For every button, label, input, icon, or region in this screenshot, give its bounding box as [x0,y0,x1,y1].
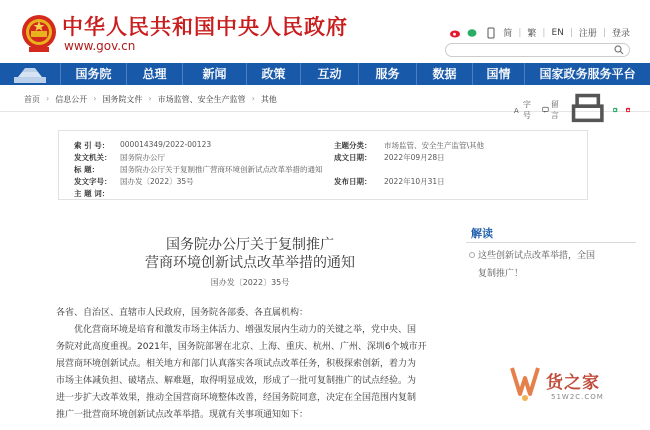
print-icon[interactable] [570,92,605,127]
meta-value: 国办发〔2022〕35号 [120,177,194,186]
article-title [40,236,460,272]
meta-value: 2022年10月31日 [384,177,445,186]
site-url[interactable]: www.gov.cn [64,39,136,53]
meta-row [62,152,592,162]
separator: | [542,27,546,38]
article-paragraph-line: 市场主体减负担、破堵点、解难题，取得明显成效，形成了一批可复制推广的试点经验。为 [56,376,417,386]
divider [466,242,636,243]
article-title-line2: 营商环境创新试点改革举措的通知 [145,255,355,271]
meta-row [62,140,592,150]
interpretation-text-line1: 这些创新试点改革举措，全国 [478,251,596,261]
wechat-icon[interactable] [467,27,479,39]
meta-value: 国务院办公厅 [120,153,165,162]
nav-tiananmen-logo [0,63,60,85]
nav-policy[interactable]: 政策 [246,63,300,85]
breadcrumb-bar [0,85,650,120]
interpretation-heading: 解读 [471,227,493,240]
nav-service-platform[interactable]: 国家政务服务平台 [524,63,650,85]
chevron-right-icon: › [148,94,152,103]
font-size-label: 字号 [522,99,531,120]
chevron-right-icon: › [46,94,50,103]
breadcrumb [24,94,277,105]
article-paragraph-line: 展营商环境创新试点。相关地方和部门认真落实各项试点改革任务，积极探索创新，着力为 [56,359,417,369]
nav-interaction[interactable]: 互动 [300,63,358,85]
article-paragraph-line: 优化营商环境是培育和激发市场主体活力、增强发展内生动力的关键之举，党中央、国 [74,325,417,335]
search-input[interactable] [452,51,612,63]
chevron-right-icon: › [251,94,255,103]
interpretation-panel [466,225,636,285]
article-salutation: 各省、自治区、直辖市人民政府，国务院各部委、各直属机构： [56,308,309,318]
meta-label: 成文日期： [334,153,372,162]
article-title-line1: 国务院办公厅关于复制推广 [166,237,334,253]
nav-premier[interactable]: 总理 [126,63,182,85]
nav-services[interactable]: 服务 [358,63,416,85]
lang-traditional-link[interactable]: 繁 [527,29,537,39]
search-box [445,43,630,57]
main-nav [0,63,650,85]
nav-state-council[interactable]: 国务院 [60,63,126,85]
meta-label: 发文字号： [74,177,112,186]
chevron-right-icon: › [93,94,97,103]
article-paragraph-line: 推广一批营商环境创新试点改革举措。现就有关事项通知如下： [56,410,309,420]
wechat-share-icon[interactable] [613,103,617,117]
article-paragraph-line: 务院对此高度重视。2021年，国务院部署在北京、上海、重庆、杭州、广州、深圳6个城市开 [56,342,427,352]
breadcrumb-docs[interactable]: 国务院文件 [102,95,143,104]
meta-label: 索 引 号： [74,141,110,150]
national-emblem-icon[interactable] [20,12,58,54]
tiananmen-icon [0,63,60,85]
watermark [508,362,648,417]
breadcrumb-other[interactable]: 其他 [260,95,277,104]
font-size-icon [514,105,521,115]
nav-national-info[interactable]: 国情 [472,63,524,85]
watermark-brand: 货之家 [546,373,600,393]
comment-button[interactable] [542,99,562,121]
nav-data[interactable]: 数据 [416,63,472,85]
bullet-icon [469,252,475,258]
article-paragraph-line: 进一步扩大改革效果，推动全国营商环境整体改善，经国务院同意，决定在全国范围内复制 [56,393,417,403]
search-icon[interactable] [614,45,624,55]
comment-icon [542,105,549,115]
interpretation-text-line2: 复制推广！ [478,269,524,279]
header-links [449,26,630,39]
breadcrumb-category[interactable]: 市场监管、安全生产监管 [157,95,246,104]
weibo-icon[interactable] [449,27,461,39]
meta-value: 国务院办公厅关于复制推广营商环境创新试点改革举措的通知 [120,165,323,174]
nav-news[interactable]: 新闻 [182,63,246,85]
meta-row [62,176,592,186]
weibo-share-icon[interactable] [626,103,630,117]
meta-label: 主 题 词： [74,189,110,198]
document-meta [62,134,592,200]
interpretation-link[interactable] [478,247,628,283]
register-link[interactable]: 注册 [578,29,597,39]
watermark-url: 51W2C.COM [551,393,604,401]
breadcrumb-info[interactable]: 信息公开 [55,95,88,104]
breadcrumb-home[interactable]: 首页 [24,95,40,104]
meta-label: 发文机关： [74,153,112,162]
meta-label: 主题分类： [334,141,372,150]
mobile-icon[interactable] [485,27,497,39]
font-size-button[interactable] [514,99,534,121]
login-link[interactable]: 登录 [611,29,630,39]
meta-value: 2022年09月28日 [384,153,445,162]
comment-label: 留言 [550,99,559,120]
svg-text:A: A [514,106,519,115]
separator: | [569,27,573,38]
watermark-logo-icon [508,362,542,404]
separator: | [602,27,606,38]
meta-label: 发布日期： [334,177,372,186]
lang-english-link[interactable]: EN [551,27,564,38]
meta-value: 市场监管、安全生产监管\其他 [384,141,485,150]
lang-simplified-link[interactable]: 简 [503,29,513,39]
article-doc-number: 国办发〔2022〕35号 [210,278,290,287]
site-title[interactable]: 中华人民共和国中央人民政府 [62,14,348,39]
page-tools [514,92,630,127]
meta-label: 标 题： [74,165,100,174]
meta-row [62,164,592,174]
meta-value: 000014349/2022-00123 [120,140,212,149]
meta-row [62,188,592,198]
site-header [0,0,650,63]
separator: | [518,27,522,38]
